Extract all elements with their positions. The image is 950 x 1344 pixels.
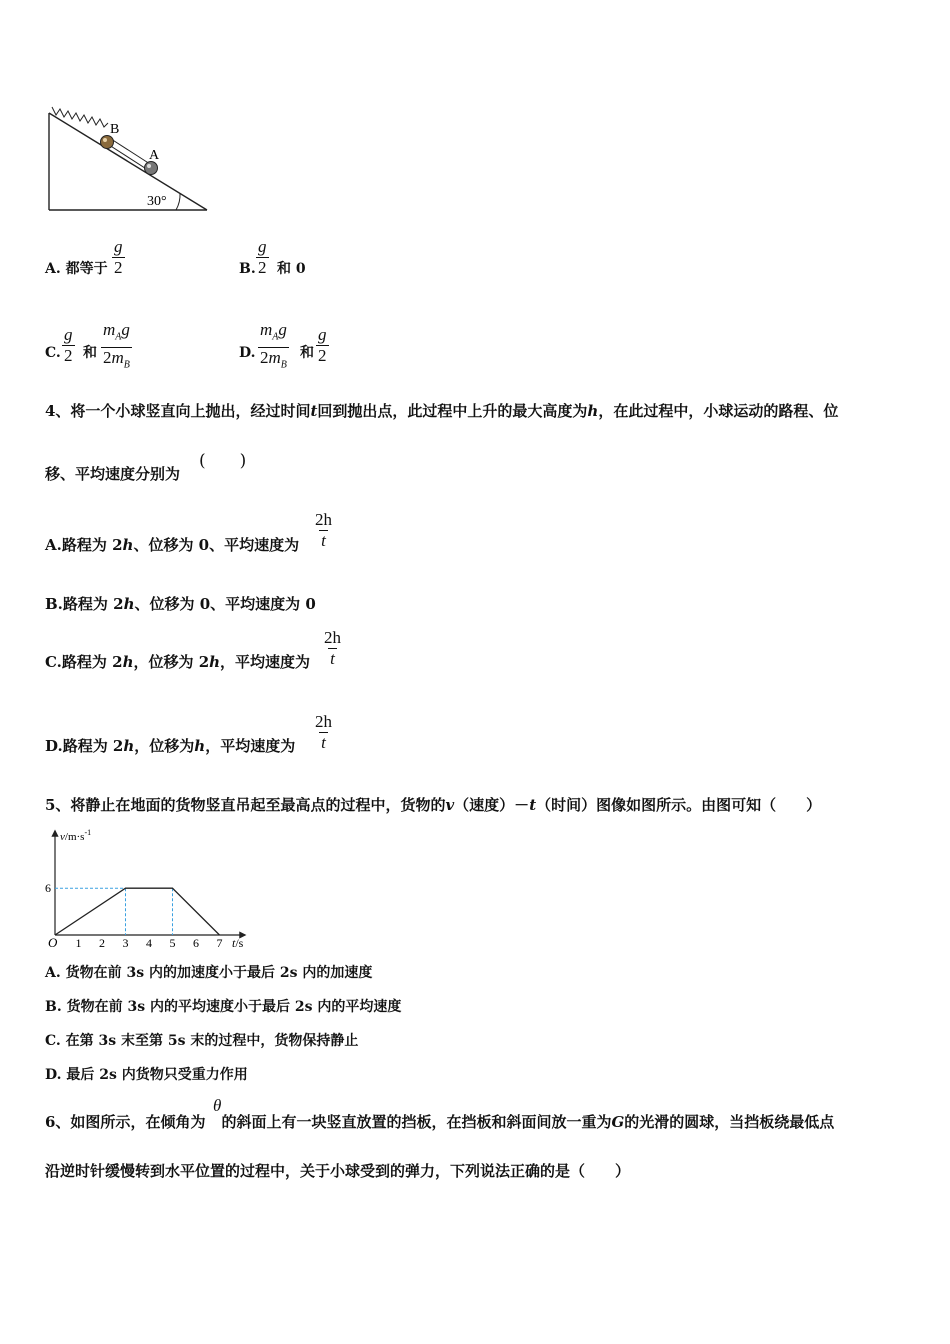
q3-c-fraction-1: $\frac{g}{2}$ (64, 325, 73, 365)
x-tick-label-3: 3 (122, 936, 129, 950)
q3-d-fraction-2: $\frac{g}{2}$ (318, 325, 327, 365)
angle-label: 30° (147, 194, 167, 209)
q4-stem-line1: 4、将一个小球竖直向上抛出，经过时间t回到抛出点，此过程中上升的最大高度为h，在此过程中，小球运动的路程、位 (45, 402, 839, 420)
q4-option-a[interactable]: A.路程为 2h、位移为 0、平均速度为 (45, 536, 300, 554)
q3-option-d[interactable]: D. (239, 345, 256, 361)
x-axis-label: t/s (232, 936, 244, 950)
ball-b (101, 136, 114, 149)
q3-d-fraction-1: $m_Ag$ $2m_B$ (258, 320, 289, 376)
q3-c-fraction-2: $m_Ag$ $2m_B$ (101, 320, 132, 376)
q3-option-c[interactable]: C. (45, 345, 61, 361)
x-tick-label-4: 4 (146, 936, 152, 950)
x-tick-label-1: 1 (75, 936, 82, 950)
q5-option-d[interactable]: D. 最后 2s 内货物只受重力作用 (45, 1067, 248, 1083)
q3-c-and: 和 (83, 345, 97, 361)
spring-coil (52, 107, 108, 127)
q5-option-c[interactable]: C. 在第 3s 末至第 5s 末的过程中，货物保持静止 (45, 1033, 359, 1049)
q3-b-fraction: $\frac{g}{2}$ (258, 237, 267, 277)
origin-label: O (48, 935, 58, 950)
theta-symbol: θ (213, 1096, 222, 1115)
q6-stem-line2: 沿逆时针缓慢转到水平位置的过程中，关于小球受到的弹力，下列说法正确的是（ ） (45, 1162, 631, 1180)
q3-a-fraction: $\frac{g}{2}$ (114, 237, 123, 277)
q3-d-and: 和 (300, 345, 314, 361)
x-tick-label-5: 5 (169, 936, 176, 950)
q5-stem: 5、将静止在地面的货物竖直吊起至最高点的过程中，货物的v（速度）－t（时间）图像如图所示。由图可知（ ） (45, 796, 822, 814)
x-tick-label-2: 2 (99, 936, 105, 950)
q6-stem-line1: 6、如图所示，在倾角为 的斜面上有一块竖直放置的挡板，在挡板和斜面间放一重为G的光滑的圆球，当挡板绕最低点 (45, 1113, 835, 1131)
series-velocity (55, 888, 220, 935)
q5-option-b[interactable]: B. 货物在前 3s 内的平均速度小于最后 2s 内的平均速度 (45, 999, 402, 1015)
q4-a-fraction: $\frac{2h}{t}$ (315, 510, 332, 550)
ball-a (145, 162, 158, 175)
q4-answer-paren: ( ) (199, 451, 247, 471)
q5-option-a[interactable]: A. 货物在前 3s 内的加速度小于最后 2s 内的加速度 (45, 965, 373, 981)
q4-stem-line2: 移、平均速度分别为 (45, 465, 181, 483)
label-b: B (110, 122, 120, 137)
y-tick-label-6: 6 (45, 881, 51, 896)
q3-option-a[interactable]: A. 都等于 (45, 261, 108, 277)
x-tick-label-6: 6 (193, 936, 199, 950)
label-a: A (149, 148, 160, 163)
q4-c-fraction: $\frac{2h}{t}$ (324, 628, 341, 668)
q3-option-b[interactable]: B. (239, 261, 256, 277)
q3-b-tail: 和 0 (277, 261, 306, 277)
q4-option-d[interactable]: D.路程为 2h，位移为h，平均速度为 (45, 737, 296, 755)
q4-option-b[interactable]: B.路程为 2h、位移为 0、平均速度为 0 (45, 595, 316, 613)
incline-figure (40, 95, 220, 220)
q4-option-c[interactable]: C.路程为 2h，位移为 2h，平均速度为 (45, 653, 311, 671)
vt-chart (40, 825, 255, 953)
x-tick-label-7: 7 (216, 936, 223, 950)
y-axis-label: $v/m\cdot s^{-1}$ (60, 828, 92, 843)
q4-d-fraction: $\frac{2h}{t}$ (315, 712, 332, 752)
